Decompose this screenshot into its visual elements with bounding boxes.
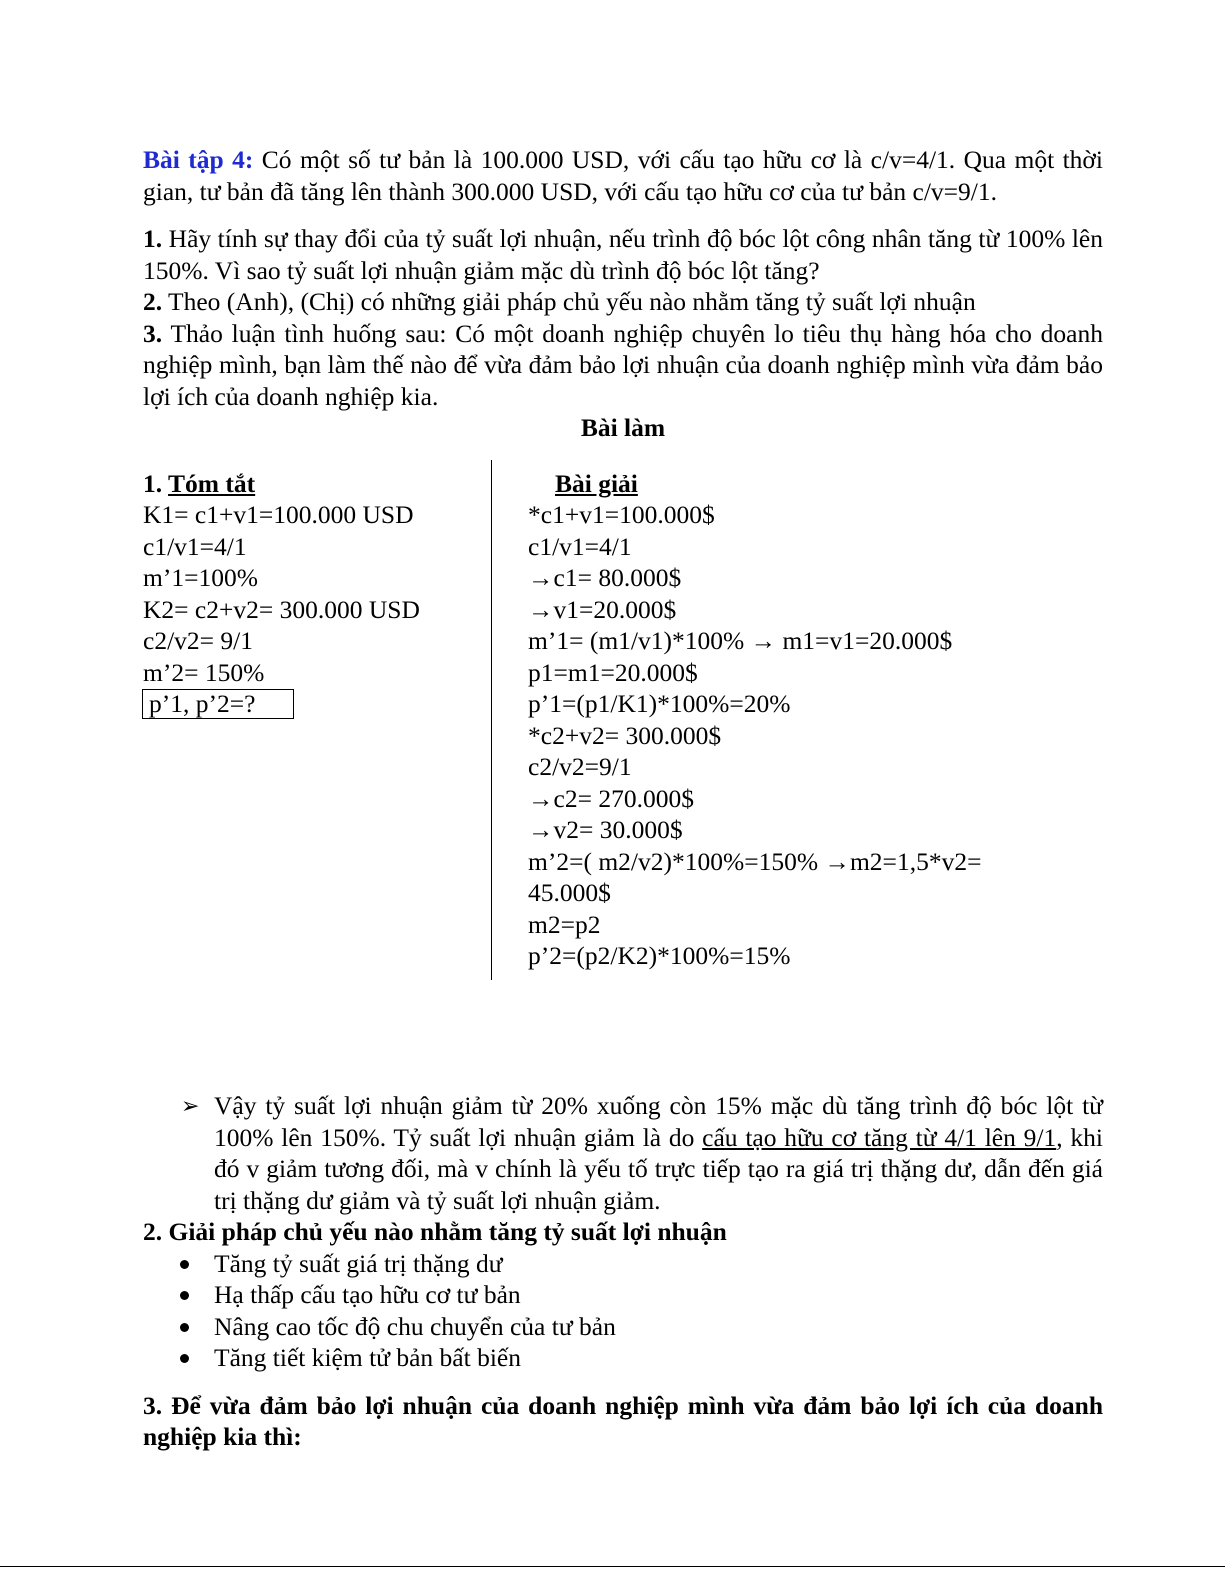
list-item-text: Hạ thấp cấu tạo hữu cơ tư bản: [214, 1280, 521, 1309]
solving-line: *c1+v1=100.000$: [528, 500, 715, 529]
summary-line: m’2= 150%: [143, 657, 265, 687]
question-2: [143, 286, 1103, 318]
summary-line: m’1=100%: [143, 563, 258, 592]
summary-line: c1/v1=4/1: [143, 531, 247, 561]
exercise-statement: [143, 144, 1103, 207]
bullet-dot-icon: [180, 1354, 189, 1363]
column-divider: [491, 460, 492, 980]
question-3: [143, 318, 1103, 413]
summary-column: [143, 468, 483, 720]
conclusion-item: [143, 1090, 1103, 1216]
summary-line: c2/v2= 9/1: [143, 626, 253, 655]
solving-line: c2/v2=9/1: [528, 752, 632, 781]
solving-line: p’1=(p1/K1)*100%=20%: [528, 689, 791, 718]
conclusion-underlined: cấu tạo hữu cơ tăng từ 4/1 lên 9/1: [702, 1122, 1057, 1152]
list-item: [143, 1279, 1103, 1311]
bullet-dot-icon: [180, 1260, 189, 1269]
solving-line: →c2= 270.000$: [528, 783, 694, 813]
question-1: [143, 223, 1103, 286]
summary-num: 1.: [143, 468, 169, 498]
conclusion-text-1: Vậy tỷ suất lợi nhuận giảm từ 20% xuống còn 15% mặc dù tăng trình độ bóc lột từ 100% lên 150%. Tỷ suất lợi nhuận giảm là do: [214, 1091, 1103, 1152]
question-1-num: 1.: [143, 224, 163, 253]
solving-line: m’1= (m1/v1)*100% → m1=v1=20.000$: [528, 626, 953, 655]
summary-title: Tóm tắt: [168, 468, 256, 498]
section-2-title: 2. Giải pháp chủ yếu nào nhằm tăng tỷ suất lợi nhuận: [143, 1217, 727, 1246]
solving-line: m’2=( m2/v2)*100%=150% →m2=1,5*v2=: [528, 846, 982, 876]
list-item-text: Nâng cao tốc độ chu chuyển của tư bản: [214, 1311, 616, 1341]
question-3-num: 3.: [143, 318, 163, 348]
section-2-list: [143, 1248, 1103, 1374]
list-item: [143, 1248, 1103, 1280]
arrowhead-bullet-icon: ➢: [181, 1093, 200, 1118]
bullet-dot-icon: [180, 1323, 189, 1332]
summary-line: K1= c1+v1=100.000 USD: [143, 500, 414, 529]
list-item: [143, 1311, 1103, 1343]
question-1-text: Hãy tính sự thay đổi của tỷ suất lợi nhuận, nếu trình độ bóc lột công nhân tăng từ 100% lên 150%. Vì sao tỷ suất lợi nhuận giảm mặc dù trình độ bóc lột tăng?: [143, 224, 1103, 285]
solving-column: [528, 468, 1108, 972]
solution-title: Bài làm: [580, 413, 666, 442]
solving-line: p1=m1=20.000$: [528, 657, 698, 687]
solving-title: Bài giải: [555, 468, 638, 498]
solving-line: c1/v1=4/1: [528, 531, 632, 561]
question-3-text: Thảo luận tình huống sau: Có một doanh nghiệp chuyên lo tiêu thụ hàng hóa cho doanh nghiệp mình, bạn làm thế nào để vừa đảm bảo lợi nhuận của doanh nghiệp mình vừa đảm bảo lợi ích của doanh nghiệp kia.: [143, 318, 1103, 411]
list-item: [143, 1342, 1103, 1374]
bullet-dot-icon: [180, 1291, 189, 1300]
exercise-text: Có một số tư bản là 100.000 USD, với cấu tạo hữu cơ là c/v=4/1. Qua một thời gian, tư bản đã tăng lên thành 300.000 USD, với cấu tạo hữu cơ của tư bản c/v=9/1.: [143, 145, 1103, 206]
section-3-num: 3: [143, 1390, 156, 1420]
solving-line: *c2+v2= 300.000$: [528, 720, 722, 750]
conclusion-block: [143, 1090, 1103, 1478]
list-item-text: Tăng tiết kiệm tử bản bất biến: [214, 1343, 521, 1372]
solution-columns: [143, 468, 1103, 988]
exercise-label: Bài tập 4:: [143, 145, 254, 174]
solving-line: m2=p2: [528, 909, 601, 939]
question-2-text: Theo (Anh), (Chị) có những giải pháp chủ yếu nào nhằm tăng tỷ suất lợi nhuận: [162, 287, 976, 316]
summary-heading: [143, 468, 483, 500]
section-3-text: . Để vừa đảm bảo lợi nhuận của doanh nghiệp mình vừa đảm bảo lợi ích của doanh nghiệp kia thì:: [143, 1390, 1103, 1451]
page-bottom-rule: [0, 1566, 1225, 1567]
solving-line: →c1= 80.000$: [528, 563, 682, 592]
solving-line: 45.000$: [528, 878, 611, 907]
section-3-title: [143, 1390, 1103, 1453]
solving-line: →v2= 30.000$: [528, 815, 683, 844]
document-page: [143, 144, 1103, 988]
conclusion-text-2: , khi đó v giảm tương đối, mà v chính là yếu tố trực tiếp tạo ra giá trị thặng dư, dẫn đến giá trị thặng dư giảm và tỷ suất lợi nhuận giảm.: [214, 1122, 1103, 1215]
unknowns-box: p’1, p’2=?: [142, 689, 294, 719]
solving-line: →v1=20.000$: [528, 594, 677, 624]
question-2-num: 2.: [143, 287, 163, 316]
solving-line: p’2=(p2/K2)*100%=15%: [528, 941, 791, 970]
list-item-text: Tăng tỷ suất giá trị thặng dư: [214, 1248, 503, 1278]
summary-line: K2= c2+v2= 300.000 USD: [143, 594, 420, 624]
